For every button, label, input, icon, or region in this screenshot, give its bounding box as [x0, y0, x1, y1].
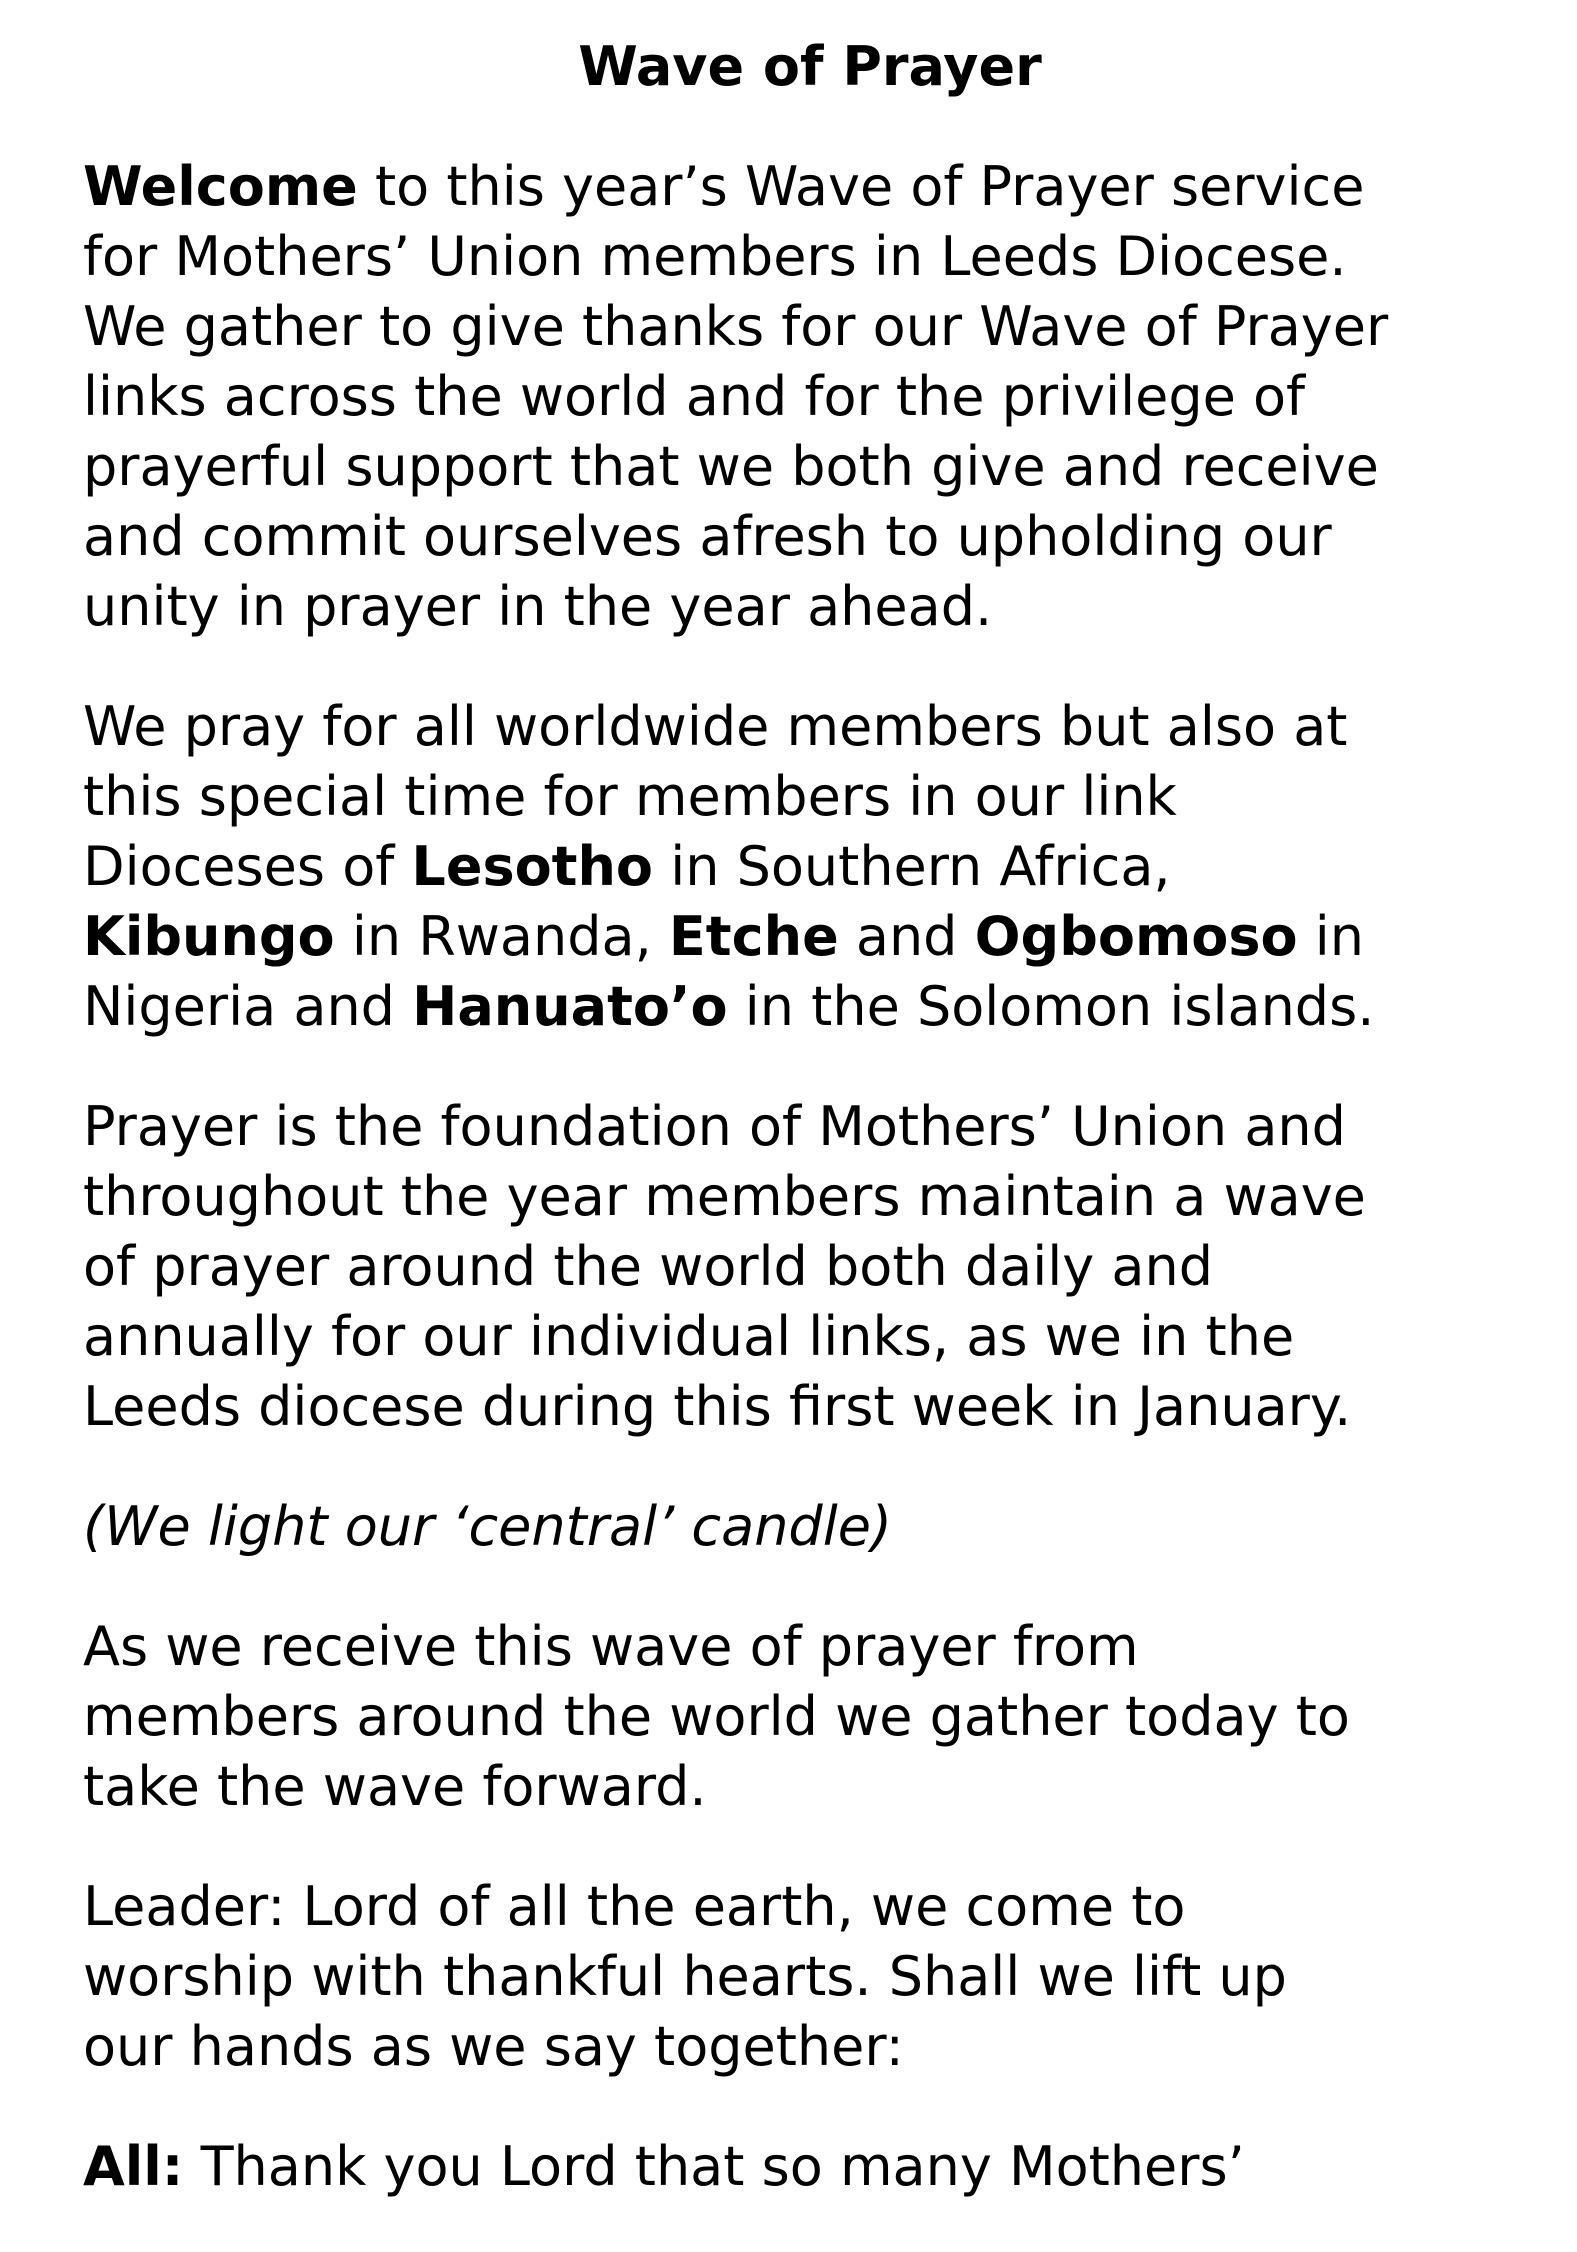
receive-line-2: members around the world we gather today to: [83, 1685, 1350, 1748]
links-line-4-b: and: [838, 905, 975, 968]
links-line-3-post: in Southern Africa,: [653, 835, 1171, 898]
diocese-lesotho: Lesotho: [411, 835, 654, 898]
all-response-paragraph: [83, 2132, 1563, 2202]
receive-line-3: take the wave forward.: [83, 1755, 707, 1818]
all-response-text: Thank you Lord that so many Mothers’: [183, 2135, 1245, 2198]
links-line-2: this special time for members in our link: [83, 765, 1177, 828]
links-line-4: [83, 902, 1563, 972]
links-paragraph: [83, 692, 1563, 1042]
page-title: Wave of Prayer: [578, 35, 1042, 98]
welcome-line-5: prayerful support that we both give and receive: [83, 435, 1379, 498]
receive-line-1: As we receive this wave of prayer from: [83, 1615, 1139, 1678]
welcome-line-1-text: to this year’s Wave of Prayer service: [357, 155, 1365, 218]
links-line-4-a: in Rwanda,: [334, 905, 669, 968]
links-line-5: [83, 972, 1563, 1042]
leader-line-1: Leader: Lord of all the earth, we come to: [83, 1875, 1186, 1938]
foundation-line-4: annually for our individual links, as we in the: [83, 1305, 1295, 1368]
diocese-ogbomoso: Ogbomoso: [974, 905, 1298, 968]
all-response-line-1: [83, 2132, 1563, 2202]
diocese-hanuatoo: Hanuato’o: [412, 975, 728, 1038]
leader-line-3: our hands as we say together:: [83, 2015, 904, 2078]
links-line-3: [83, 832, 1563, 902]
links-line-3-pre: Dioceses of: [83, 835, 412, 898]
all-bold-lead: All:: [83, 2135, 184, 2198]
candle-instruction: [83, 1492, 1563, 1562]
links-line-1: We pray for all worldwide members but also at: [83, 695, 1348, 758]
receive-paragraph: [83, 1612, 1563, 1822]
welcome-line-6: and commit ourselves afresh to upholding our: [83, 505, 1332, 568]
foundation-paragraph: [83, 1092, 1563, 1442]
foundation-line-1: Prayer is the foundation of Mothers’ Union and: [83, 1095, 1346, 1158]
foundation-line-2: throughout the year members maintain a wave: [83, 1165, 1366, 1228]
document-body: [83, 152, 1563, 2252]
diocese-etche: Etche: [668, 905, 839, 968]
welcome-bold-lead: Welcome: [83, 155, 358, 218]
candle-instruction-text: (We light our ‘central’ candle): [83, 1495, 892, 1558]
foundation-line-5: Leeds diocese during this first week in January.: [83, 1375, 1352, 1438]
links-line-5-post: in the Solomon islands.: [727, 975, 1375, 1038]
leader-paragraph: [83, 1872, 1563, 2082]
welcome-line-1: [83, 152, 1563, 222]
welcome-line-4: links across the world and for the privilege of: [83, 365, 1306, 428]
links-line-4-c: in: [1297, 905, 1364, 968]
diocese-kibungo: Kibungo: [83, 905, 335, 968]
welcome-line-2: for Mothers’ Union members in Leeds Diocese.: [83, 225, 1347, 288]
welcome-paragraph: [83, 152, 1563, 642]
links-line-5-pre: Nigeria and: [83, 975, 413, 1038]
foundation-line-3: of prayer around the world both daily and: [83, 1235, 1213, 1298]
leader-line-2: worship with thankful hearts. Shall we lift up: [83, 1945, 1287, 2008]
welcome-line-3: We gather to give thanks for our Wave of Prayer: [83, 295, 1389, 358]
welcome-line-7: unity in prayer in the year ahead.: [83, 575, 993, 638]
